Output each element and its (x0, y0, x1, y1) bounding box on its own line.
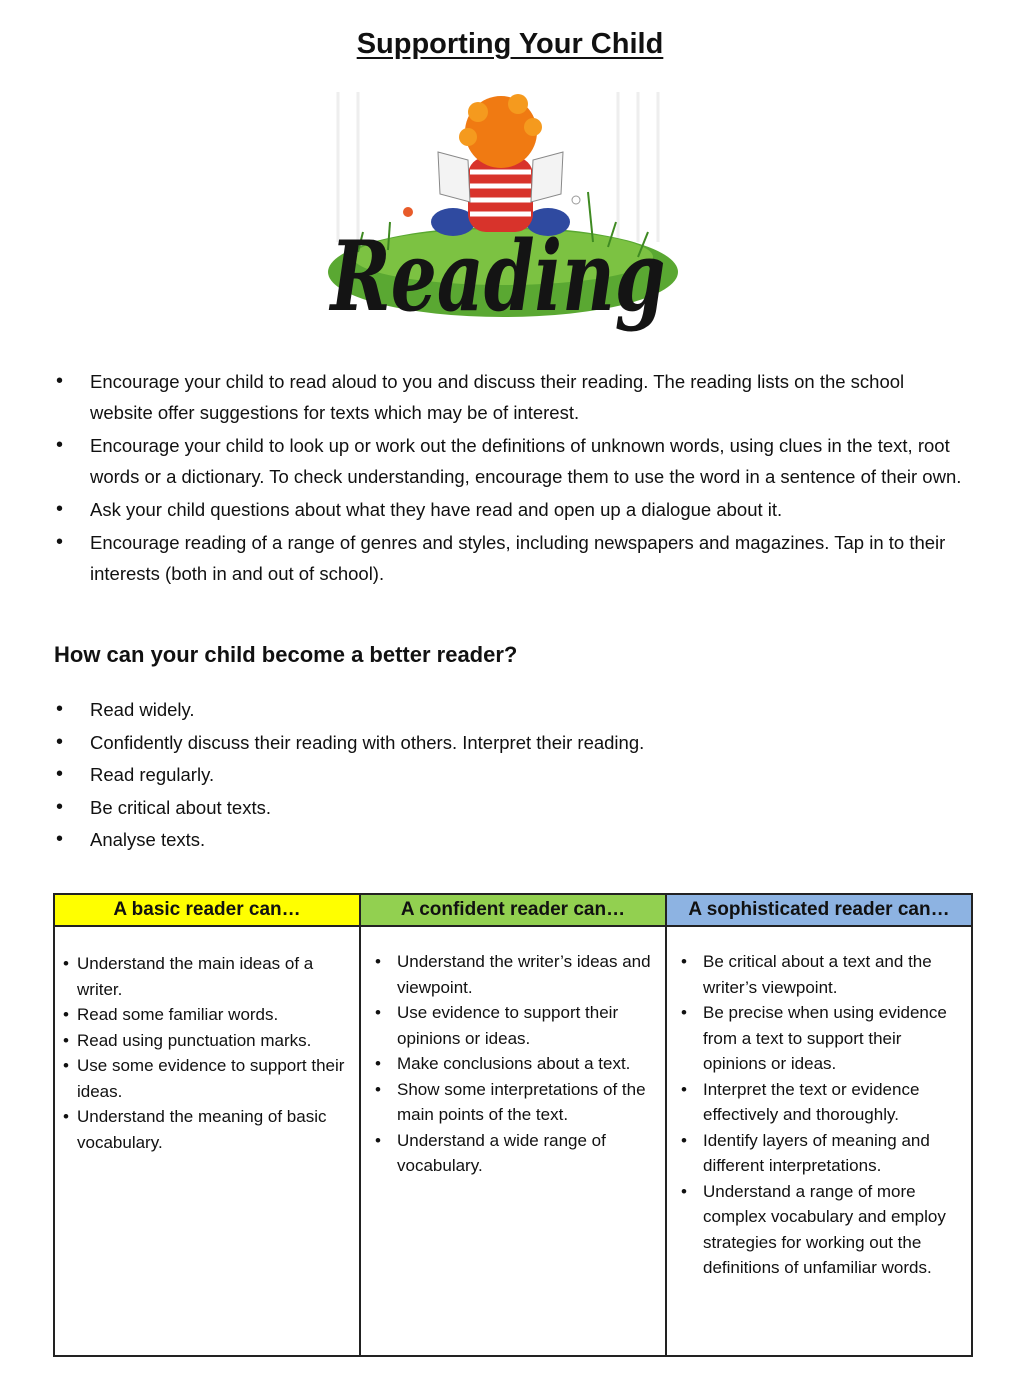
page-title: Supporting Your Child (356, 28, 664, 60)
basic-cell (54, 926, 360, 1356)
logo-word: Reading (328, 220, 666, 333)
reader-levels-table (53, 893, 973, 1357)
list-item: • Read widely. (52, 694, 972, 725)
sophisticated-cell (666, 926, 972, 1356)
header-sophisticated: A sophisticated reader can… (666, 894, 972, 926)
list-item: • Be critical about a text and the writer’s viewpoint. (675, 949, 963, 1000)
list-item: • Understand the writer’s ideas and viewpoint. (369, 949, 657, 1000)
list-item: • Make conclusions about a text. (369, 1051, 657, 1077)
list-item: • Be critical about texts. (52, 792, 972, 823)
confident-cell (360, 926, 666, 1356)
list-item: • Interpret the text or evidence effectively and thoroughly. (675, 1077, 963, 1128)
list-item: • Identify layers of meaning and different interpretations. (675, 1128, 963, 1179)
list-item: • Analyse texts. (52, 824, 972, 855)
list-item: • Understand the meaning of basic vocabulary. (63, 1104, 351, 1155)
list-item: • Use some evidence to support their ideas. (63, 1053, 351, 1104)
section-heading: How can your child become a better reader? (54, 642, 518, 667)
list-item: • Understand a range of more complex vocabulary and employ strategies for working out the definitions of unfamiliar words. (675, 1179, 963, 1281)
list-item: • Understand a wide range of vocabulary. (369, 1128, 657, 1179)
list-item: • Ask your child questions about what they have read and open up a dialogue about it. (52, 494, 972, 525)
list-item: • Show some interpretations of the main points of the text. (369, 1077, 657, 1128)
page-title-wrap (0, 28, 1020, 61)
list-item: • Confidently discuss their reading with others. Interpret their reading. (52, 727, 972, 758)
reading-logo (318, 82, 678, 352)
list-item: • Use evidence to support their opinions or ideas. (369, 1000, 657, 1051)
intro-bullets (52, 366, 972, 591)
list-item: • Encourage your child to read aloud to you and discuss their reading. The reading lists on the school website offer suggestions for texts which may be of interest. (52, 366, 972, 428)
list-item: • Understand the main ideas of a writer. (63, 951, 351, 1002)
list-item: • Encourage reading of a range of genres and styles, including newspapers and magazines. Tap in to their interests (both in and out of school). (52, 527, 972, 589)
header-confident: A confident reader can… (360, 894, 666, 926)
list-item: • Read some familiar words. (63, 1002, 351, 1028)
list-item: • Be precise when using evidence from a text to support their opinions or ideas. (675, 1000, 963, 1077)
list-item: • Read using punctuation marks. (63, 1028, 351, 1054)
better-reader-list (52, 694, 972, 857)
header-basic: A basic reader can… (54, 894, 360, 926)
list-item: • Encourage your child to look up or work out the definitions of unknown words, using clues in the text, root words or a dictionary. To check understanding, encourage them to use the word in a sentence of their own. (52, 430, 972, 492)
list-item: • Read regularly. (52, 759, 972, 790)
